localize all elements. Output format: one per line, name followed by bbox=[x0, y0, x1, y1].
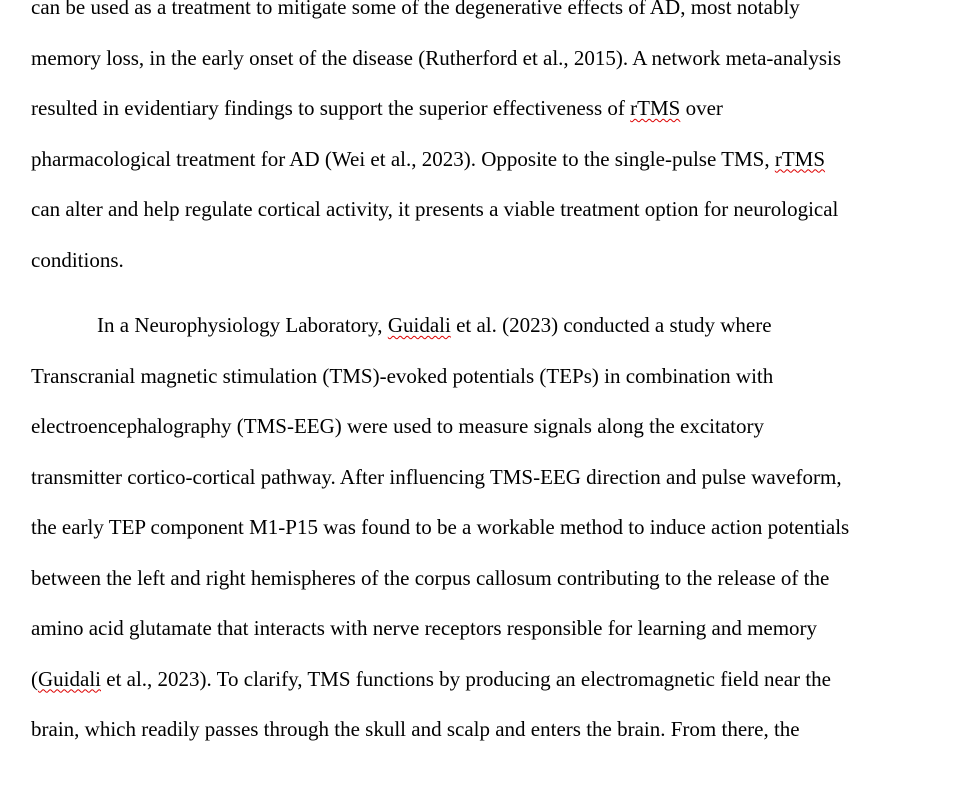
text-line bbox=[31, 553, 931, 604]
text-segment: ( bbox=[31, 666, 38, 691]
text-line bbox=[31, 0, 931, 33]
text-segment: brain, which readily passes through the skull and scalp and enters the brain. From there, the bbox=[31, 717, 800, 741]
text-segment: amino acid glutamate that interacts with nerve receptors responsible for learning and memory bbox=[31, 616, 818, 640]
text-segment: can be used as a treatment to mitigate some of the degenerative effects of AD, most notably bbox=[31, 0, 800, 19]
misspelled-word[interactable]: rTMS bbox=[774, 146, 826, 171]
text-segment: resulted in evidentiary findings to support the superior effectiveness of bbox=[31, 96, 631, 120]
text-line bbox=[31, 502, 931, 553]
text-line bbox=[31, 351, 931, 402]
text-segment: memory loss, in the early onset of the disease (Rutherford et al., 2015). A network meta-analysis bbox=[31, 45, 842, 70]
text-line bbox=[31, 33, 931, 84]
text-segment: the early TEP component M1-P15 was found to be a workable method to induce action potentials bbox=[31, 515, 850, 539]
text-line bbox=[31, 134, 931, 185]
text-segment: between the left and right hemispheres of the corpus callosum contributing to the release of the bbox=[31, 565, 830, 590]
text-line bbox=[31, 235, 931, 286]
text-segment: et al., 2023). To clarify, TMS functions by producing an electromagnetic field near the bbox=[101, 666, 832, 691]
misspelled-word[interactable]: Guidali bbox=[387, 313, 451, 337]
paragraph bbox=[31, 0, 931, 285]
text-segment: conditions. bbox=[31, 247, 124, 272]
misspelled-word[interactable]: rTMS bbox=[630, 96, 681, 120]
text-line bbox=[31, 184, 931, 235]
text-line bbox=[31, 300, 931, 351]
text-segment: Transcranial magnetic stimulation (TMS)-evoked potentials (TEPs) in combination with bbox=[31, 363, 774, 388]
text-line bbox=[31, 452, 931, 503]
text-line bbox=[31, 704, 931, 755]
text-line bbox=[31, 654, 931, 705]
text-segment: electroencephalography (TMS-EEG) were used to measure signals along the excitatory bbox=[31, 414, 764, 438]
misspelled-word[interactable]: Guidali bbox=[38, 666, 101, 691]
text-segment: pharmacological treatment for AD (Wei et al., 2023). Opposite to the single-pulse TMS, bbox=[31, 146, 775, 171]
text-segment: In a Neurophysiology Laboratory, bbox=[97, 313, 388, 337]
document-page[interactable] bbox=[31, 0, 931, 755]
text-segment: can alter and help regulate cortical activity, it presents a viable treatment option for neurological bbox=[31, 197, 839, 221]
text-segment: over bbox=[680, 96, 723, 120]
text-line bbox=[31, 401, 931, 452]
text-line bbox=[31, 83, 931, 134]
text-segment: transmitter cortico-cortical pathway. After influencing TMS-EEG direction and pulse waveform, bbox=[31, 464, 842, 489]
text-segment: et al. (2023) conducted a study where bbox=[450, 313, 772, 337]
paragraph bbox=[31, 300, 931, 755]
text-line bbox=[31, 603, 931, 654]
